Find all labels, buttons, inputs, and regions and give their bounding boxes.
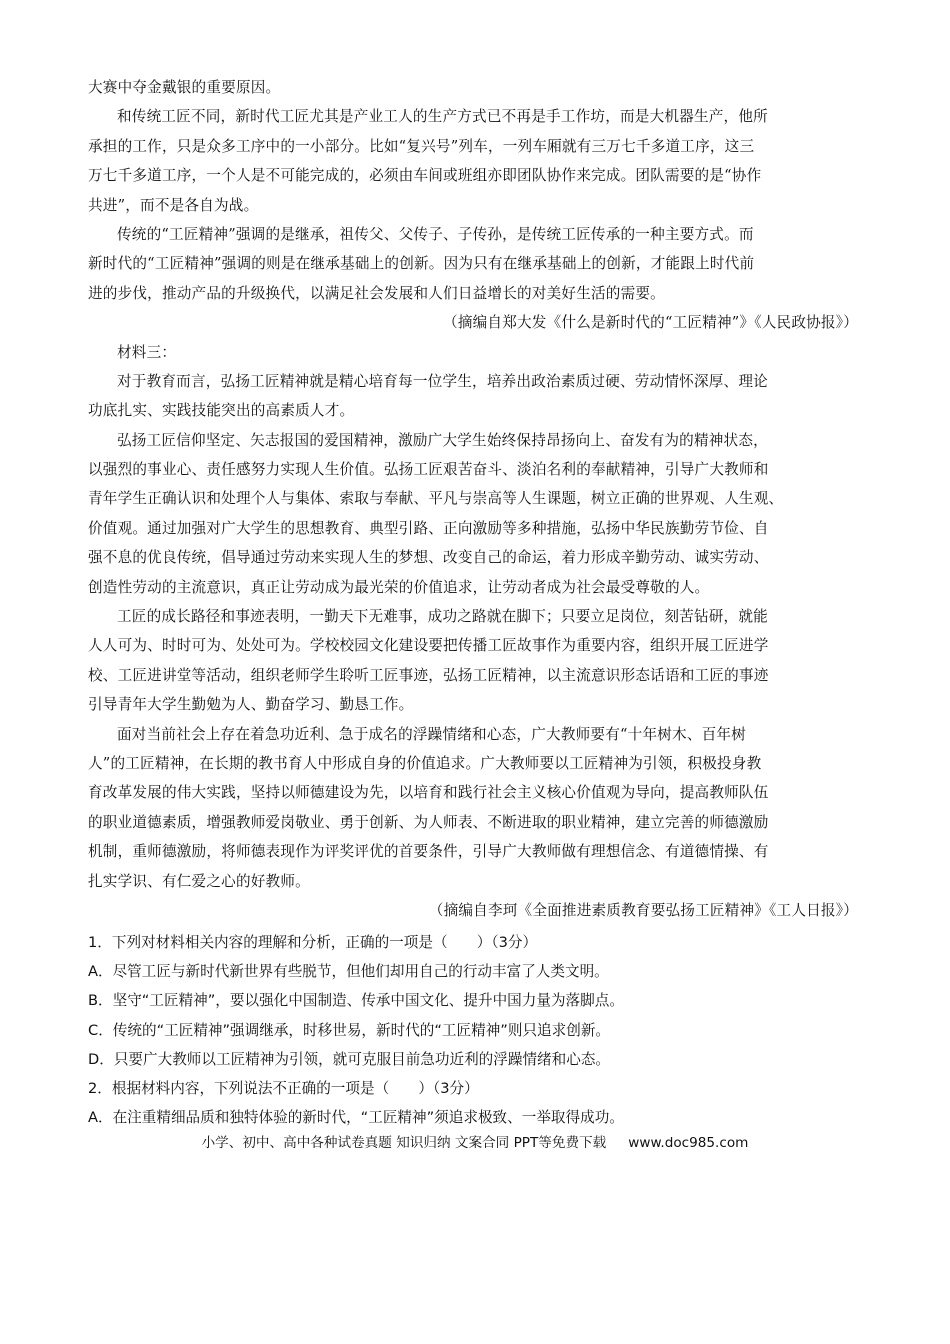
passage-line: 对于教育而言，弘扬工匠精神就是精心培育每一位学生，培养出政治素质过硬、劳动情怀深厚、理论 [117, 372, 768, 390]
footer-text: 小学、初中、高中各种试卷真题 知识归纳 文案合同 PPT等免费下载 [201, 1135, 607, 1151]
passage-line: 弘扬工匠信仰坚定、矢志报国的爱国精神，激励广大学生始终保持昂扬向上、奋发有为的精神状态， [117, 431, 768, 449]
footer-site-link[interactable]: www.doc985.com [628, 1135, 749, 1151]
passage-line: 工匠的成长路径和事迹表明，一勤天下无难事，成功之路就在脚下；只要立足岗位，刻苦钻研，就能 [117, 608, 768, 626]
passage-line: 传统的“工匠精神”强调的是继承，祖传父、父传子、子传孙，是传统工匠传承的一种主要方式。而 [117, 225, 754, 243]
answer-option: A．尽管工匠与新时代新世界有些脱节，但他们却用自己的行动丰富了人类文明。 [88, 963, 609, 981]
source-citation: （摘编自郑大发《什么是新时代的“工匠精神”》《人民政协报》） [443, 314, 858, 332]
passage-line: 新时代的“工匠精神”强调的则是在继承基础上的创新。因为只有在继承基础上的创新，才能跟上时代前 [88, 255, 755, 273]
answer-option: A．在注重精细品质和独特体验的新时代，“工匠精神”须追求极致、一举取得成功。 [88, 1109, 624, 1127]
answer-option: B．坚守“工匠精神”，要以强化中国制造、传承中国文化、提升中国力量为落脚点。 [88, 992, 624, 1010]
passage-line: 青年学生正确认识和处理个人与集体、索取与奉献、平凡与崇高等人生课题，树立正确的世界观、人生观、 [88, 490, 784, 508]
passage-line: 机制，重师德激励，将师德表现作为评奖评优的首要条件，引导广大教师做有理想信念、有道德情操、有 [88, 843, 769, 861]
question-stem: 1．下列对材料相关内容的理解和分析，正确的一项是（ ）（3分） [88, 934, 538, 951]
passage-line: 校、工匠进讲堂等活动，组织老师学生聆听工匠事迹，弘扬工匠精神，以主流意识形态话语和工匠的事迹 [88, 666, 769, 684]
passage-line: 人”的工匠精神，在长期的教书育人中形成自身的价值追求。广大教师要以工匠精神为引领，积极投身教 [88, 754, 762, 772]
passage-line: 面对当前社会上存在着急功近利、急于成名的浮躁情绪和心态，广大教师要有“十年树木、百年树 [117, 725, 747, 743]
passage-line: 大赛中夺金戴银的重要原因。 [88, 79, 281, 96]
passage-line: 和传统工匠不同，新时代工匠尤其是产业工人的生产方式已不再是手工作坊，而是大机器生产，他所 [117, 108, 768, 126]
passage-line: 材料三： [117, 343, 177, 361]
passage-line: 承担的工作，只是众多工序中的一小部分。比如“复兴号”列车，一列车厢就有三万七千多道工序，这三 [88, 137, 755, 155]
page-footer [0, 1131, 950, 1151]
answer-option: C．传统的“工匠精神”强调继承，时移世易，新时代的“工匠精神”则只追求创新。 [88, 1021, 611, 1039]
passage-line: 引导青年大学生勤勉为人、勤奋学习、勤恳工作。 [88, 696, 414, 714]
question-stem: 2．根据材料内容，下列说法不正确的一项是（ ）（3分） [88, 1079, 479, 1097]
passage-line: 以强烈的事业心、责任感努力实现人生价值。弘扬工匠艰苦奋斗、淡泊名利的奉献精神，引导广大教师和 [88, 461, 769, 479]
passage-line: 育改革发展的伟大实践，坚持以师德建设为先，以培育和践行社会主义核心价值观为导向，提高教师队伍 [88, 784, 769, 802]
passage-line: 强不息的优良传统，倡导通过劳动来实现人生的梦想、改变自己的命运，着力形成辛勤劳动、诚实劳动、 [88, 549, 769, 567]
passage-line: 进的步伐，推动产品的升级换代，以满足社会发展和人们日益增长的对美好生活的需要。 [88, 284, 665, 302]
passage-line: 万七千多道工序，一个人是不可能完成的，必须由车间或班组亦即团队协作来完成。团队需要的是“协作 [88, 167, 762, 185]
passage-line: 功底扎实、实践技能突出的高素质人才。 [88, 402, 355, 420]
passage-text [88, 73, 868, 925]
source-citation: （摘编自李珂《全面推进素质教育要弘扬工匠精神》《工人日报》） [428, 901, 858, 919]
passage-line: 价值观。通过加强对广大学生的思想教育、典型引路、正向激励等多种措施，弘扬中华民族勤劳节俭、自 [88, 519, 769, 537]
passage-line: 人人可为、时时可为、处处可为。学校校园文化建设要把传播工匠故事作为重要内容，组织开展工匠进学 [88, 637, 769, 655]
passage-line: 扎实学识、有仁爱之心的好教师。 [88, 872, 310, 890]
question-section [88, 928, 868, 1132]
passage-line: 共进”，而不是各自为战。 [88, 196, 259, 214]
answer-option: D．只要广大教师以工匠精神为引领，就可克服目前急功近利的浮躁情绪和心态。 [88, 1050, 611, 1068]
passage-line: 的职业道德素质，增强教师爱岗敬业、勇于创新、为人师表、不断进取的职业精神，建立完善的师德激励 [88, 813, 769, 831]
passage-line: 创造性劳动的主流意识，真正让劳动成为最光荣的价值追求，让劳动者成为社会最受尊敬的人。 [88, 578, 710, 596]
